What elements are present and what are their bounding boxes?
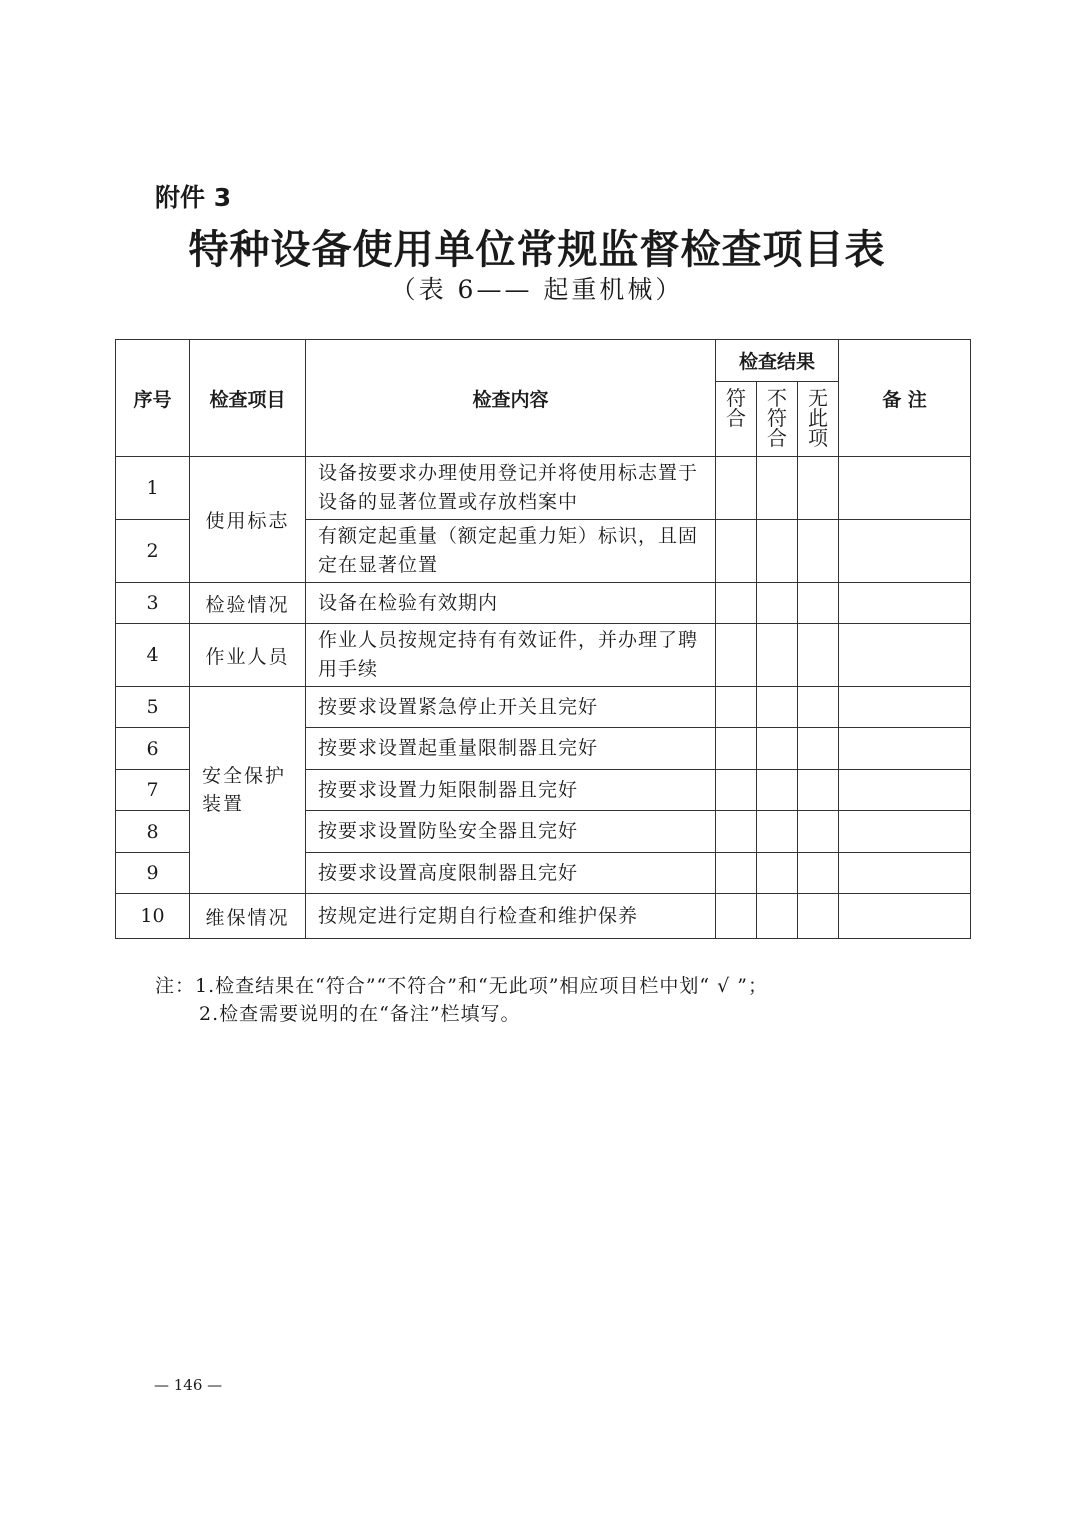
row-seq: 8	[116, 811, 190, 853]
header-content: 检查内容	[306, 340, 716, 457]
group-operators: 作业人员	[190, 624, 306, 687]
attachment-label: 附件 3	[155, 183, 232, 212]
header-seq: 序号	[116, 340, 190, 457]
row-seq: 10	[116, 894, 190, 939]
pass-cell[interactable]	[716, 457, 757, 520]
notes	[155, 972, 768, 1028]
na-cell[interactable]	[798, 687, 839, 728]
note-line-2: 2.检查需要说明的在“备注”栏填写。	[199, 1003, 521, 1025]
pass-cell[interactable]	[716, 894, 757, 939]
inspection-table	[115, 339, 971, 939]
row-seq: 6	[116, 728, 190, 770]
row-content: 有额定起重量（额定起重力矩）标识，且固定在显著位置	[306, 520, 716, 583]
header-na: 无 此 项	[798, 382, 839, 457]
remark-cell[interactable]	[839, 853, 971, 894]
header-fail: 不 符 合	[757, 382, 798, 457]
page-number: — 146 —	[154, 1376, 223, 1394]
row-content: 按规定进行定期自行检查和维护保养	[306, 894, 716, 939]
pass-cell[interactable]	[716, 687, 757, 728]
row-seq: 1	[116, 457, 190, 520]
remark-cell[interactable]	[839, 520, 971, 583]
page-title: 特种设备使用单位常规监督检查项目表	[188, 226, 886, 273]
row-content: 设备按要求办理使用登记并将使用标志置于设备的显著位置或存放档案中	[306, 457, 716, 520]
row-seq: 7	[116, 770, 190, 811]
header-pass: 符 合	[716, 382, 757, 457]
pass-cell[interactable]	[716, 624, 757, 687]
fail-cell[interactable]	[757, 728, 798, 770]
header-result: 检查结果	[716, 340, 839, 382]
table-row	[116, 624, 971, 687]
header-item: 检查项目	[190, 340, 306, 457]
na-cell[interactable]	[798, 624, 839, 687]
remark-cell[interactable]	[839, 770, 971, 811]
fail-cell[interactable]	[757, 687, 798, 728]
table-row	[116, 894, 971, 939]
page-subtitle: （表 6—— 起重机械）	[390, 275, 684, 304]
na-cell[interactable]	[798, 853, 839, 894]
na-cell[interactable]	[798, 520, 839, 583]
pass-cell[interactable]	[716, 770, 757, 811]
group-maintenance: 维保情况	[190, 894, 306, 939]
remark-cell[interactable]	[839, 457, 971, 520]
remark-cell[interactable]	[839, 894, 971, 939]
row-seq: 2	[116, 520, 190, 583]
row-content: 按要求设置紧急停止开关且完好	[306, 687, 716, 728]
table-row	[116, 583, 971, 624]
note-line-1: 注：1.检查结果在“符合”“不符合”和“无此项”相应项目栏中划“ √ ”；	[155, 975, 769, 997]
row-content: 按要求设置高度限制器且完好	[306, 853, 716, 894]
row-content: 按要求设置力矩限制器且完好	[306, 770, 716, 811]
pass-cell[interactable]	[716, 853, 757, 894]
fail-cell[interactable]	[757, 624, 798, 687]
fail-cell[interactable]	[757, 811, 798, 853]
row-seq: 5	[116, 687, 190, 728]
na-cell[interactable]	[798, 894, 839, 939]
pass-cell[interactable]	[716, 811, 757, 853]
remark-cell[interactable]	[839, 728, 971, 770]
header-remark: 备 注	[839, 340, 971, 457]
row-content: 按要求设置起重量限制器且完好	[306, 728, 716, 770]
remark-cell[interactable]	[839, 624, 971, 687]
na-cell[interactable]	[798, 770, 839, 811]
row-content: 按要求设置防坠安全器且完好	[306, 811, 716, 853]
group-safety-devices: 安全保护装置	[190, 687, 306, 894]
na-cell[interactable]	[798, 728, 839, 770]
group-usage-mark: 使用标志	[190, 457, 306, 583]
na-cell[interactable]	[798, 457, 839, 520]
row-seq: 3	[116, 583, 190, 624]
fail-cell[interactable]	[757, 520, 798, 583]
row-seq: 4	[116, 624, 190, 687]
pass-cell[interactable]	[716, 728, 757, 770]
row-content: 设备在检验有效期内	[306, 583, 716, 624]
row-seq: 9	[116, 853, 190, 894]
fail-cell[interactable]	[757, 457, 798, 520]
remark-cell[interactable]	[839, 811, 971, 853]
group-inspection: 检验情况	[190, 583, 306, 624]
remark-cell[interactable]	[839, 687, 971, 728]
table-row	[116, 457, 971, 520]
na-cell[interactable]	[798, 583, 839, 624]
row-content: 作业人员按规定持有有效证件，并办理了聘用手续	[306, 624, 716, 687]
fail-cell[interactable]	[757, 894, 798, 939]
pass-cell[interactable]	[716, 583, 757, 624]
na-cell[interactable]	[798, 811, 839, 853]
pass-cell[interactable]	[716, 520, 757, 583]
fail-cell[interactable]	[757, 770, 798, 811]
fail-cell[interactable]	[757, 583, 798, 624]
remark-cell[interactable]	[839, 583, 971, 624]
table-row	[116, 687, 971, 728]
fail-cell[interactable]	[757, 853, 798, 894]
